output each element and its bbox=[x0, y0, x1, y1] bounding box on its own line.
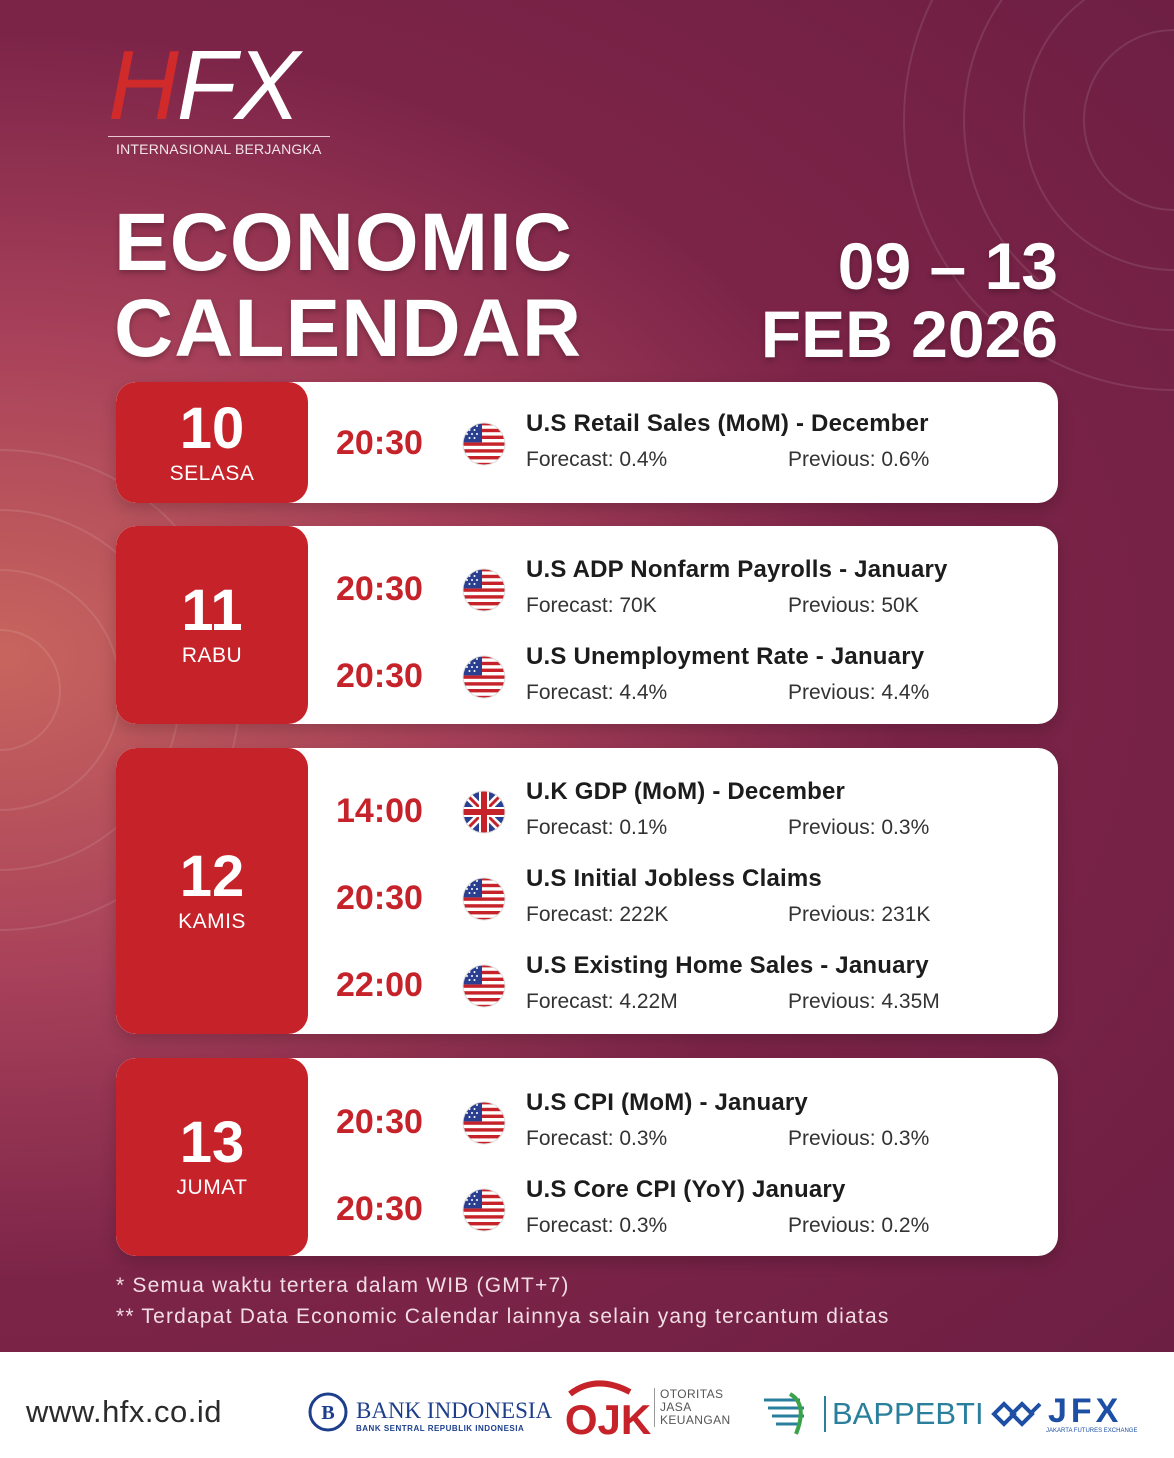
title-line-1: ECONOMIC bbox=[114, 197, 573, 288]
us-flag-icon bbox=[462, 1101, 506, 1145]
event-row bbox=[308, 946, 1058, 1026]
footer-bar bbox=[0, 1352, 1174, 1458]
event-previous: Previous: 0.3% bbox=[788, 1127, 930, 1150]
event-time: 20:30 bbox=[336, 570, 423, 608]
day-number: 10 bbox=[179, 395, 245, 461]
day-card-12 bbox=[116, 748, 1058, 1034]
event-forecast: Forecast: 0.3% bbox=[526, 1127, 668, 1150]
event-forecast: Forecast: 0.4% bbox=[526, 448, 668, 471]
day-number: 13 bbox=[179, 1110, 245, 1175]
event-name: U.S ADP Nonfarm Payrolls - January bbox=[526, 556, 948, 583]
event-forecast: Forecast: 222K bbox=[526, 903, 669, 926]
day-card-10 bbox=[116, 382, 1058, 503]
event-name: U.S Retail Sales (MoM) - December bbox=[526, 410, 929, 437]
bank-indonesia-name: BANK INDONESIA bbox=[356, 1398, 553, 1423]
event-name: U.S Existing Home Sales - January bbox=[526, 952, 929, 979]
day-block bbox=[116, 382, 308, 503]
website-link[interactable]: www.hfx.co.id bbox=[26, 1394, 223, 1429]
bappebti-name: BAPPEBTI bbox=[824, 1396, 984, 1432]
event-previous: Previous: 0.6% bbox=[788, 448, 930, 471]
event-previous: Previous: 0.3% bbox=[788, 816, 930, 839]
svg-text:OJK: OJK bbox=[566, 1396, 652, 1440]
hfx-logo bbox=[108, 30, 330, 157]
bank-indonesia-subtitle: BANK SENTRAL REPUBLIK INDONESIA bbox=[356, 1424, 525, 1433]
date-range-days: 09 – 13 bbox=[837, 229, 1058, 303]
logo-wordmark bbox=[108, 30, 330, 140]
logo-h: H bbox=[108, 30, 177, 140]
event-time: 20:30 bbox=[336, 1103, 423, 1141]
day-card-11 bbox=[116, 526, 1058, 724]
event-time: 14:00 bbox=[336, 792, 423, 830]
event-time: 20:30 bbox=[336, 657, 423, 695]
day-name: KAMIS bbox=[178, 910, 246, 933]
event-row bbox=[308, 859, 1058, 939]
ojk-name bbox=[654, 1388, 731, 1427]
event-row bbox=[308, 1170, 1058, 1250]
event-previous: Previous: 4.4% bbox=[788, 681, 930, 704]
footnote-other-data: ** Terdapat Data Economic Calendar lainnya selain yang tercantum diatas bbox=[116, 1305, 890, 1328]
ojk-line-1: OTORITAS bbox=[660, 1387, 724, 1401]
event-name: U.K GDP (MoM) - December bbox=[526, 778, 846, 805]
uk-flag-icon bbox=[462, 790, 506, 834]
event-name: U.S Core CPI (YoY) January bbox=[526, 1176, 846, 1203]
date-range-month: FEB 2026 bbox=[760, 297, 1058, 371]
bappebti-logo bbox=[760, 1390, 984, 1438]
event-time: 20:30 bbox=[336, 424, 423, 462]
logo-subtitle: INTERNASIONAL BERJANGKA bbox=[116, 141, 322, 157]
event-name: U.S Unemployment Rate - January bbox=[526, 643, 925, 670]
event-time: 20:30 bbox=[336, 879, 423, 917]
event-forecast: Forecast: 4.22M bbox=[526, 990, 678, 1013]
event-forecast: Forecast: 0.3% bbox=[526, 1214, 668, 1237]
event-time: 22:00 bbox=[336, 966, 423, 1004]
us-flag-icon bbox=[462, 877, 506, 921]
day-name: SELASA bbox=[169, 461, 255, 485]
event-previous: Previous: 4.35M bbox=[788, 990, 940, 1013]
ojk-line-2: JASA bbox=[660, 1400, 692, 1414]
bank-indonesia-logo bbox=[308, 1392, 553, 1438]
us-flag-icon bbox=[462, 568, 506, 612]
event-forecast: Forecast: 0.1% bbox=[526, 816, 668, 839]
event-name: U.S CPI (MoM) - January bbox=[526, 1089, 808, 1116]
bank-indonesia-emblem-icon bbox=[308, 1392, 348, 1432]
event-row bbox=[308, 404, 1058, 484]
event-row bbox=[308, 1083, 1058, 1163]
event-row bbox=[308, 772, 1058, 852]
footnote-timezone: * Semua waktu tertera dalam WIB (GMT+7) bbox=[116, 1274, 570, 1297]
title-line-2: CALENDAR bbox=[114, 283, 583, 374]
footnotes bbox=[116, 1270, 890, 1332]
us-flag-icon bbox=[462, 655, 506, 699]
day-number: 12 bbox=[179, 844, 245, 909]
jfx-name: JFX bbox=[1048, 1392, 1123, 1430]
page-title bbox=[114, 197, 583, 374]
event-previous: Previous: 231K bbox=[788, 903, 931, 926]
jfx-emblem-icon bbox=[990, 1394, 1046, 1434]
ojk-emblem-icon bbox=[566, 1376, 652, 1440]
event-previous: Previous: 50K bbox=[788, 594, 919, 617]
event-previous: Previous: 0.2% bbox=[788, 1214, 930, 1237]
us-flag-icon bbox=[462, 1188, 506, 1232]
day-number: 11 bbox=[181, 578, 243, 643]
event-name: U.S Initial Jobless Claims bbox=[526, 865, 822, 892]
event-time: 20:30 bbox=[336, 1190, 423, 1228]
event-row bbox=[308, 637, 1058, 717]
day-name: RABU bbox=[181, 644, 243, 667]
bappebti-emblem-icon bbox=[760, 1390, 816, 1438]
day-name: JUMAT bbox=[176, 1176, 248, 1199]
day-card-13 bbox=[116, 1058, 1058, 1256]
us-flag-icon bbox=[462, 422, 506, 466]
logo-fx: FX bbox=[176, 30, 299, 140]
date-range bbox=[760, 229, 1058, 371]
day-block bbox=[116, 1058, 308, 1256]
event-forecast: Forecast: 70K bbox=[526, 594, 657, 617]
ojk-line-3: KEUANGAN bbox=[660, 1413, 731, 1427]
ojk-logo bbox=[566, 1376, 731, 1440]
jfx-logo bbox=[990, 1392, 1138, 1440]
event-row bbox=[308, 550, 1058, 630]
day-block bbox=[116, 748, 308, 1034]
us-flag-icon bbox=[462, 964, 506, 1008]
event-forecast: Forecast: 4.4% bbox=[526, 681, 668, 704]
day-block bbox=[116, 526, 308, 724]
svg-text:B: B bbox=[321, 1402, 335, 1424]
jfx-subtitle: JAKARTA FUTURES EXCHANGE bbox=[1046, 1428, 1138, 1434]
